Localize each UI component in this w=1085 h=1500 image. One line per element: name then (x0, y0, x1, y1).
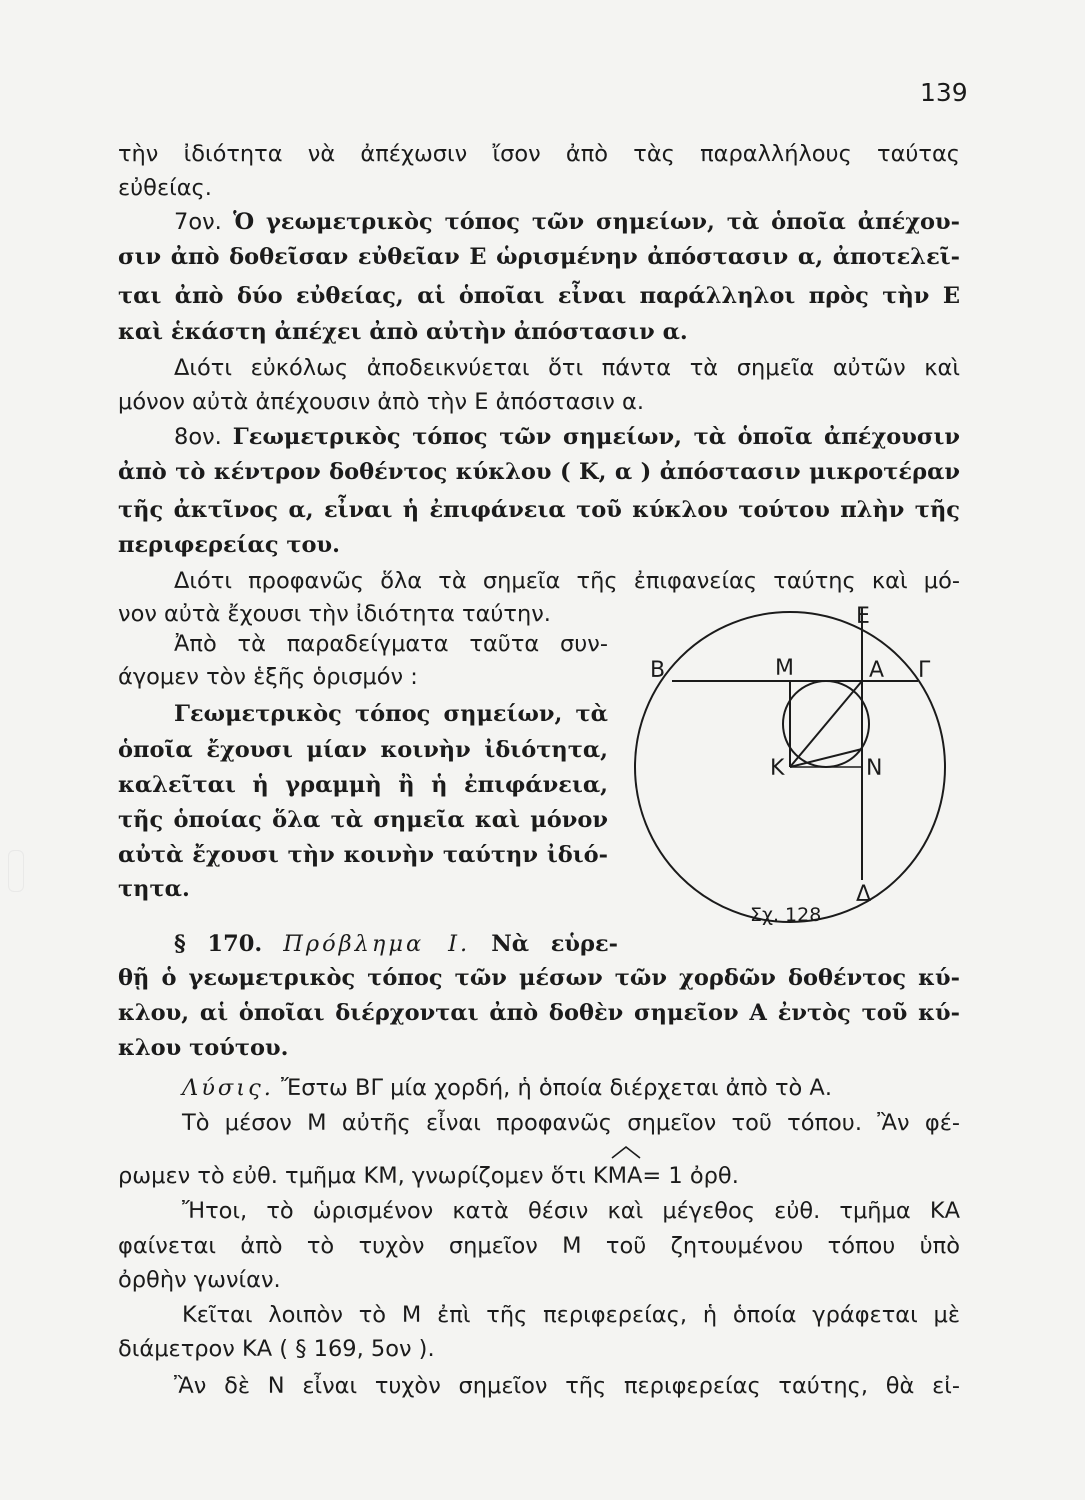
label-E: Ε (856, 604, 870, 629)
text-line: ται ἀπὸ δύο εὐθείας, αἱ ὁποῖαι εἶναι παράλληλοι πρὸς τὴν Ε (118, 283, 960, 309)
text-line: κλου, αἱ ὁποῖαι διέρχονται ἀπὸ δοθὲν σημεῖον Α ἐντὸς τοῦ κύ- (118, 1000, 960, 1026)
text-line: μόνον αὐτὰ ἀπέχουσιν ἀπὸ τὴν Ε ἀπόστασιν α. (118, 389, 644, 415)
text-line: αὐτὰ ἔχουσι τὴν κοινὴν ταύτην ἰδιό- (118, 842, 608, 868)
text-line: Ἂν δὲ Ν εἶναι τυχὸν σημεῖον τῆς περιφερείας ταύτης, θὰ εἰ- (174, 1373, 960, 1399)
text-line: τὴν ἰδιότητα νὰ ἀπέχωσιν ἴσον ἀπὸ τὰς παραλλήλους ταύτας (118, 141, 960, 167)
text-line: τῆς ὁποίας ὅλα τὰ σημεῖα καὶ μόνον (118, 807, 608, 833)
text-line: τῆς ἀκτῖνος α, εἶναι ἡ ἐπιφάνεια τοῦ κύκλου τούτου πλὴν τῆς (118, 497, 960, 523)
figure-caption: Σχ. 128 (750, 904, 822, 926)
text-line: Διότι εὐκόλως ἀποδεικνύεται ὅτι πάντα τὰ σημεῖα αὐτῶν καὶ (174, 355, 960, 381)
text-line (118, 1159, 960, 1193)
label-A: Α (869, 658, 885, 683)
text-line: Ἤτοι, τὸ ὡρισμένον κατὰ θέσιν καὶ μέγεθος εὐθ. τμῆμα ΚΑ (182, 1198, 960, 1224)
page-mark (8, 850, 24, 892)
text-span: = 1 ὀρθ. (642, 1163, 739, 1189)
text-line: φαίνεται ἀπὸ τὸ τυχὸν σημεῖον Μ τοῦ ζητουμένου τόπου ὑπὸ (118, 1233, 960, 1259)
text-line (118, 205, 960, 239)
text-line (118, 420, 960, 454)
bold-text: Νὰ εὑρε- (491, 931, 618, 957)
label-B: Β (650, 658, 666, 683)
text-line: άγομεν τὸν ἑξῆς ὁρισμόν : (118, 664, 418, 690)
text-line: Τὸ μέσον Μ αὐτῆς εἶναι προφανῶς σημεῖον τοῦ τόπου. Ἂν φέ- (182, 1110, 960, 1136)
text-line: Κεῖται λοιπὸν τὸ Μ ἐπὶ τῆς περιφερείας, ἡ ὁποία γράφεται μὲ (182, 1302, 960, 1328)
text-line (118, 1071, 960, 1105)
text-line: θῇ ὁ γεωμετρικὸς τόπος τῶν μέσων τῶν χορδῶν δοθέντος κύ- (118, 965, 960, 991)
label-G: Γ (918, 658, 931, 683)
text-line: κλου τούτου. (118, 1035, 289, 1061)
text-line: τητα. (118, 876, 190, 902)
label-N: Ν (866, 756, 883, 781)
text-line: Ἀπὸ τὰ παραδείγματα ταῦτα συν- (174, 631, 608, 657)
text-line (118, 927, 618, 961)
page-number: 139 (920, 78, 968, 107)
label-K: Κ (770, 756, 785, 781)
text-span: Ἔστω ΒΓ μία χορδή, ἡ ὁποία διέρχεται ἀπὸ τὸ Α. (281, 1075, 832, 1101)
text-line: νον αὐτὰ ἔχουσι τὴν ἰδιότητα ταύτην. (118, 601, 551, 627)
text-line: Γεωμετρικὸς τόπος σημείων, τὰ (174, 701, 608, 727)
text-line: ἀπὸ τὸ κέντρον δοθέντος κύκλου ( Κ, α ) ἀπόστασιν μικροτέραν (118, 459, 960, 485)
text-line: σιν ἀπὸ δοθεῖσαν εὐθεῖαν Ε ὡρισμένην ἀπόστασιν α, ἀποτελεῖ- (118, 244, 960, 270)
geometry-figure (630, 595, 960, 940)
item-number: 7ον. (174, 209, 222, 235)
text-line: περιφερείας του. (118, 532, 341, 558)
text-line: εὐθείας. (118, 175, 212, 201)
text-span: ρωμεν τὸ εὐθ. τμῆμα ΚΜ, γνωρίζομεν ὅτι (118, 1163, 586, 1189)
angle-letters: ΚΜΑ (592, 1163, 643, 1189)
angle-notation (593, 1159, 643, 1193)
label-D: Δ (856, 882, 872, 907)
italic-heading: Πρόβλημα Ι. (283, 931, 471, 957)
bold-text: Ὁ γεωμετρικὸς τόπος τῶν σημείων, τὰ ὁποῖα ἀπέχου- (233, 209, 961, 235)
text-line: ὁποῖα ἔχουσι μίαν κοινὴν ἰδιότητα, (118, 737, 608, 763)
text-line: ὀρθὴν γωνίαν. (118, 1267, 281, 1293)
text-line: καὶ ἑκάστη ἀπέχει ἀπὸ αὐτὴν ἀπόστασιν α. (118, 319, 688, 345)
italic-label: Λύσις. (182, 1075, 274, 1101)
label-M: Μ (775, 656, 794, 681)
section-number: § 170. (174, 931, 263, 957)
text-line: Διότι προφανῶς ὅλα τὰ σημεῖα τῆς ἐπιφανείας ταύτης καὶ μό- (174, 568, 960, 594)
text-line: καλεῖται ἡ γραμμὴ ἢ ἡ ἐπιφάνεια, (118, 772, 608, 798)
item-number: 8ον. (174, 424, 222, 450)
bold-text: Γεωμετρικὸς τόπος τῶν σημείων, τὰ ὁποῖα ἀπέχουσιν (232, 424, 960, 450)
segment-ka (790, 681, 862, 767)
text-line: διάμετρον ΚΑ ( § 169, 5ον ). (118, 1336, 435, 1362)
angle-hat-icon (611, 1145, 641, 1159)
